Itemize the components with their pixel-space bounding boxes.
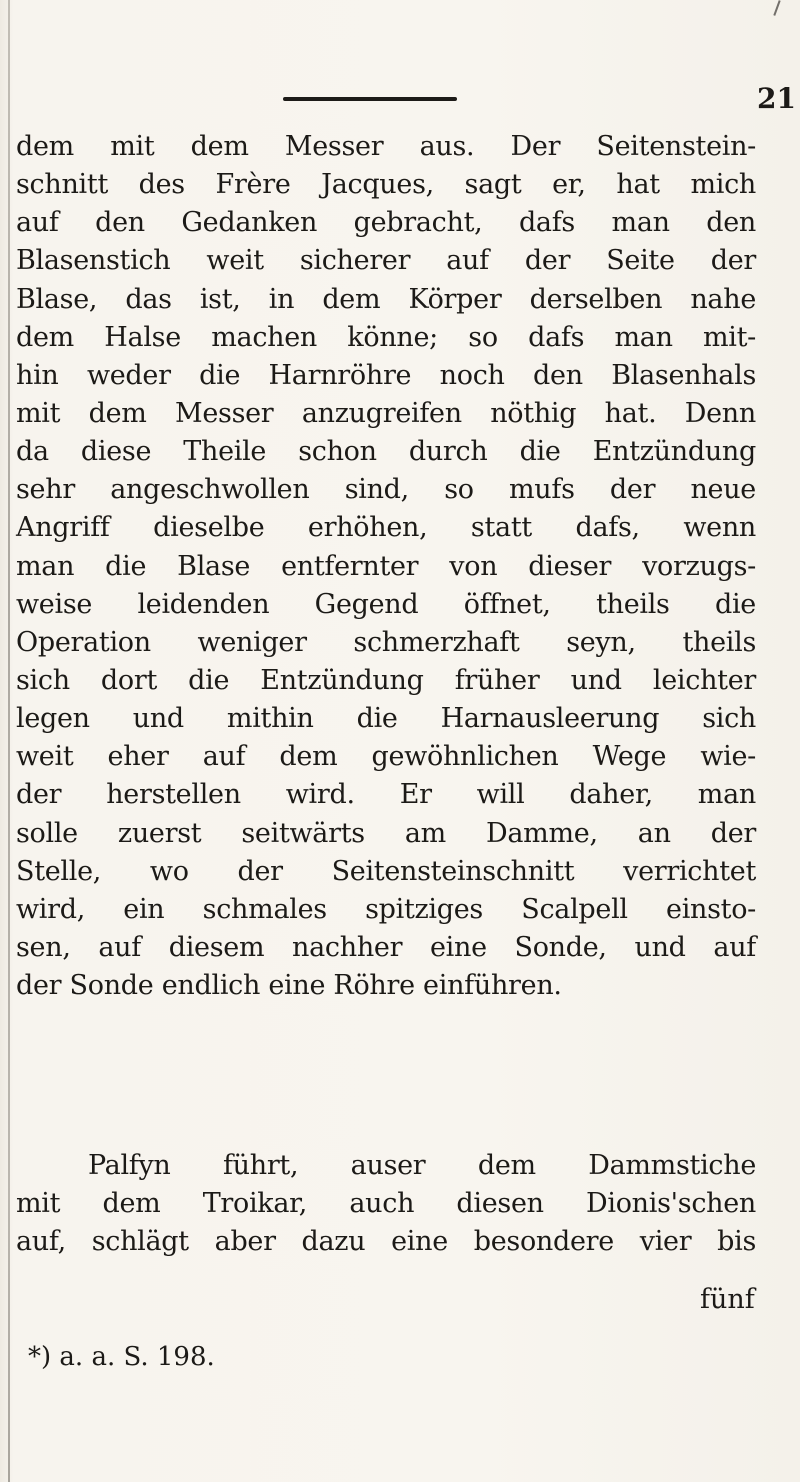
text-line: mit dem Troikar, auch diesen Dionis'schen: [16, 1188, 756, 1220]
text-line: da diese Theile schon durch die Entzündung: [16, 436, 756, 468]
text-line: solle zuerst seitwärts am Damme, an der: [16, 817, 756, 849]
text-line: sen, auf diesem nachher eine Sonde, und auf: [16, 931, 756, 963]
header-rule: [283, 97, 457, 101]
text-line: auf, schlägt aber dazu eine besondere vier bis: [16, 1226, 756, 1258]
text-line: man die Blase entfernter von dieser vorzugs-: [16, 550, 756, 582]
text-line: schnitt des Frère Jacques, sagt er, hat mich: [16, 169, 756, 201]
corner-mark: [773, 0, 780, 16]
text-line: Stelle, wo der Seitensteinschnitt verrichtet: [16, 855, 756, 887]
text-line: Palfyn führt, auser dem Dammstiche: [88, 1150, 756, 1181]
text-line: dem mit dem Messer aus. Der Seitenstein-: [16, 131, 756, 162]
text-line: Blasenstich weit sicherer auf der Seite der: [16, 245, 756, 277]
text-line: mit dem Messer anzugreifen nöthig hat. Denn: [16, 397, 756, 429]
text-line: sehr angeschwollen sind, so mufs der neue: [16, 474, 756, 506]
text-line: der herstellen wird. Er will daher, man: [16, 779, 756, 811]
text-line: auf den Gedanken gebracht, dafs man den: [16, 207, 756, 239]
text-line: dem Halse machen könne; so dafs man mit-: [16, 321, 756, 353]
paragraph-1: [16, 128, 756, 1005]
text-line: wird, ein schmales spitziges Scalpell einsto-: [16, 893, 756, 925]
footnote: *) a. a. S. 198.: [28, 1342, 215, 1372]
text-line: weise leidenden Gegend öffnet, theils die: [16, 588, 756, 620]
binding-gutter: [8, 0, 10, 1482]
paragraph-2: [16, 1147, 756, 1261]
text-line: Operation weniger schmerzhaft seyn, theils: [16, 626, 756, 658]
text-line: Angriff dieselbe erhöhen, statt dafs, wenn: [16, 512, 756, 544]
text-line: der Sonde endlich eine Röhre einführen.: [16, 970, 562, 1002]
text-line: weit eher auf dem gewöhnlichen Wege wie-: [16, 741, 756, 773]
text-line: legen und mithin die Harnausleerung sich: [16, 703, 756, 735]
catchword: fünf: [700, 1284, 755, 1315]
text-line: Blase, das ist, in dem Körper derselben nahe: [16, 283, 756, 315]
page-number: 21: [757, 82, 796, 115]
text-line: hin weder die Harnröhre noch den Blasenhals: [16, 359, 756, 391]
text-line: sich dort die Entzündung früher und leichter: [16, 664, 756, 696]
